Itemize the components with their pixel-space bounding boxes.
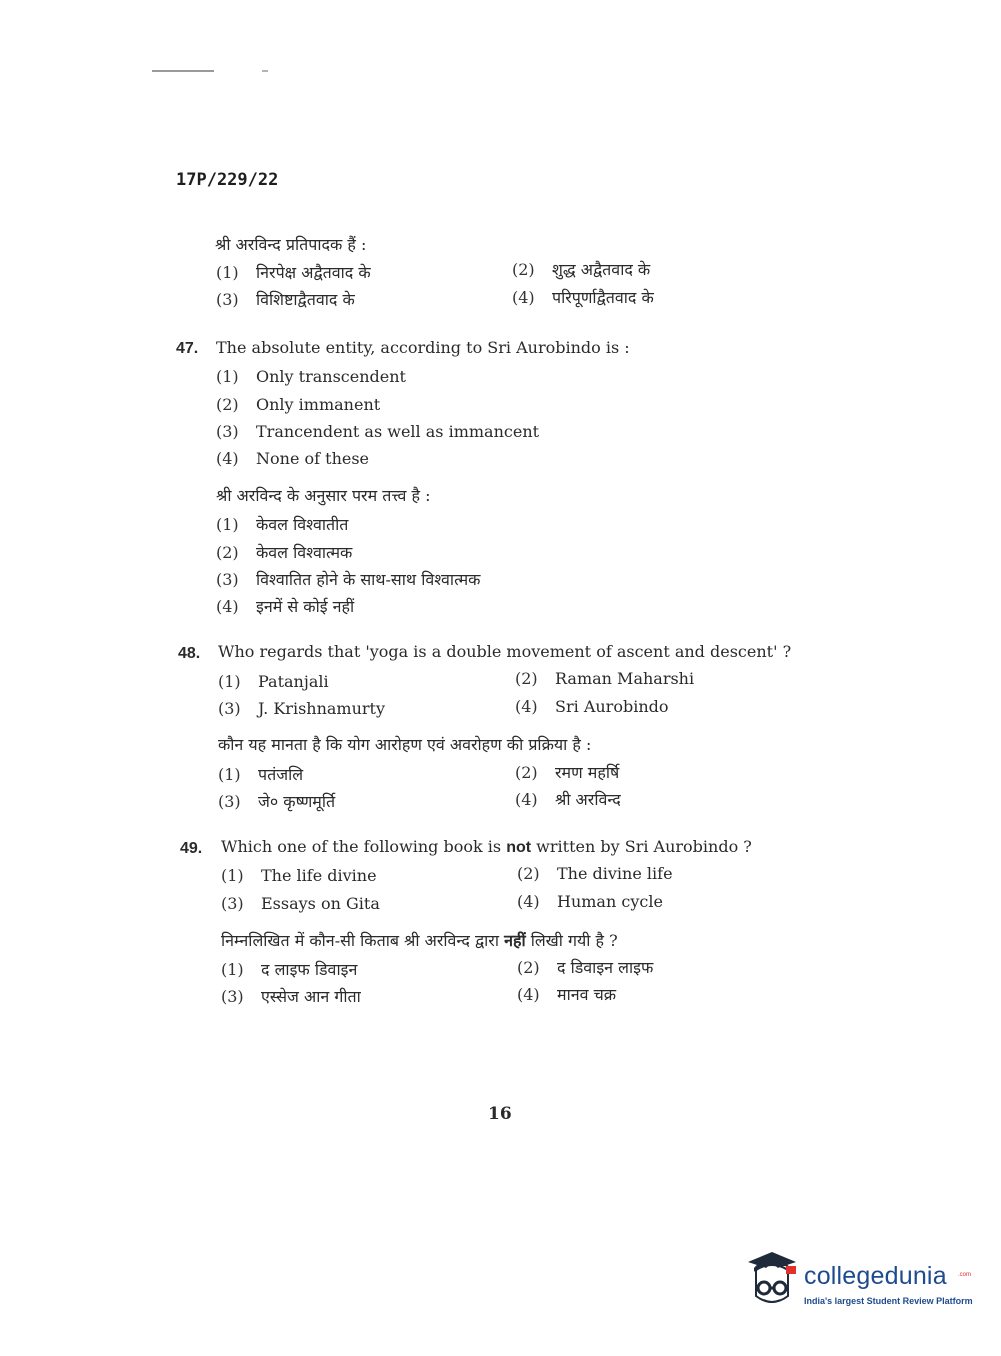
option-text: श्री अरविन्द: [555, 790, 621, 809]
q49-stem-part: Which one of the following book is: [221, 837, 507, 856]
option-text: इनमें से कोई नहीं: [256, 597, 355, 616]
option-text: The life divine: [261, 866, 377, 885]
option-text: Raman Maharshi: [555, 669, 695, 688]
q49-option-4: [517, 892, 663, 911]
option-number: (1): [216, 367, 239, 386]
brand-tagline: India's largest Student Review Platform: [804, 1296, 973, 1306]
option-number: (4): [512, 288, 535, 307]
q49-option-3: [221, 894, 380, 913]
q49-hindi-stem-part: निम्नलिखित में कौन-सी किताब श्री अरविन्द द्वारा: [221, 931, 505, 950]
mascot-icon: [742, 1248, 802, 1314]
q49-stem-emphasis: not: [506, 839, 532, 856]
q49-hindi-option-3: [221, 985, 361, 1007]
option-number: (1): [218, 765, 241, 784]
option-text: Only transcendent: [256, 367, 406, 386]
q47-stem: The absolute entity, according to Sri Aurobindo is :: [216, 338, 630, 357]
option-number: (4): [515, 790, 538, 809]
option-text: Sri Aurobindo: [555, 697, 669, 716]
q47-hindi-option-1: [216, 513, 348, 535]
q48-option-3: [218, 699, 385, 718]
option-text: J. Krishnamurty: [258, 699, 386, 718]
option-number: (4): [517, 985, 540, 1004]
q49-hindi-stem-emphasis: नहीं: [504, 931, 526, 950]
scan-mark: [262, 70, 268, 72]
option-text: केवल विश्वातीत: [256, 515, 349, 534]
q47-option-3: [216, 422, 539, 441]
scan-mark: [152, 70, 214, 72]
option-text: जे० कृष्णमूर्ति: [258, 792, 336, 811]
q49-hindi-option-2: [517, 956, 653, 978]
option-number: (4): [216, 449, 239, 468]
q49-number: 49.: [180, 840, 203, 857]
q48-stem: Who regards that 'yoga is a double movement of ascent and descent' ?: [218, 642, 792, 661]
option-text: द डिवाइन लाइफ: [557, 958, 654, 977]
option-text: Patanjali: [258, 672, 329, 691]
option-number: (2): [515, 763, 538, 782]
q49-stem: [221, 837, 752, 857]
q47-hindi-option-3: [216, 568, 480, 590]
option-text: Trancendent as well as immancent: [256, 422, 540, 441]
option-number: (2): [517, 958, 540, 977]
option-text: द लाइफ डिवाइन: [261, 960, 358, 979]
q47-hindi-option-2: [216, 541, 352, 563]
option-text: मानव चक्र: [557, 985, 617, 1004]
q47-hindi-option-4: [216, 595, 354, 617]
option-number: (2): [216, 395, 239, 414]
q48-hindi-option-4: [515, 788, 621, 810]
option-number: (1): [216, 263, 239, 282]
option-number: (1): [221, 866, 244, 885]
option-text: निरपेक्ष अद्वैतवाद के: [256, 263, 371, 282]
page-number: 16: [488, 1104, 512, 1124]
q47-option-1: [216, 367, 406, 386]
q48-number: 48.: [178, 645, 201, 662]
option-number: (4): [515, 697, 538, 716]
option-text: None of these: [256, 449, 370, 468]
option-text: रमण महर्षि: [555, 763, 620, 782]
q49-stem-part: written by Sri Aurobindo ?: [531, 837, 752, 856]
option-text: केवल विश्वात्मक: [256, 543, 353, 562]
option-text: परिपूर्णाद्वैतवाद के: [552, 288, 654, 307]
q49-option-1: [221, 866, 377, 885]
option-number: (2): [216, 543, 239, 562]
option-number: (3): [221, 987, 244, 1006]
q49-hindi-option-4: [517, 983, 616, 1005]
option-text: विश्वातित होने के साथ-साथ विश्वात्मक: [256, 570, 481, 589]
q46-hindi-stem: श्री अरविन्द प्रतिपादक हैं :: [215, 235, 367, 254]
option-number: (3): [216, 290, 239, 309]
q46-hindi-option-1: [216, 261, 371, 283]
option-text: एस्सेज आन गीता: [261, 987, 361, 1006]
option-number: (3): [221, 894, 244, 913]
option-number: (4): [216, 597, 239, 616]
option-text: Essays on Gita: [261, 894, 380, 913]
q47-number: 47.: [176, 340, 199, 357]
brand-tld: .com: [958, 1272, 972, 1278]
option-number: (3): [216, 570, 239, 589]
q49-hindi-stem: [221, 929, 618, 951]
option-text: शुद्ध अद्वैतवाद के: [552, 260, 651, 279]
option-text: The divine life: [557, 864, 673, 883]
option-number: (1): [221, 960, 244, 979]
option-text: Only immanent: [256, 395, 381, 414]
q46-hindi-option-2: [512, 258, 650, 280]
option-number: (3): [218, 699, 241, 718]
q48-hindi-stem: कौन यह मानता है कि योग आरोहण एवं अवरोहण की प्रक्रिया है :: [218, 735, 592, 754]
q46-hindi-option-3: [216, 288, 355, 310]
option-number: (2): [515, 669, 538, 688]
q47-hindi-stem: श्री अरविन्द के अनुसार परम तत्त्व है :: [216, 486, 431, 505]
option-number: (3): [218, 792, 241, 811]
q47-option-2: [216, 395, 380, 414]
option-text: पतंजलि: [258, 765, 304, 784]
q49-hindi-stem-part: लिखी गयी है ?: [525, 931, 618, 950]
q47-option-4: [216, 449, 369, 468]
option-number: (1): [218, 672, 241, 691]
option-number: (4): [517, 892, 540, 911]
q46-hindi-option-4: [512, 286, 654, 308]
q48-hindi-option-1: [218, 763, 303, 785]
brand-logo[interactable]: [742, 1248, 972, 1316]
option-number: (2): [517, 864, 540, 883]
option-number: (1): [216, 515, 239, 534]
q49-option-2: [517, 864, 673, 883]
q48-hindi-option-2: [515, 761, 619, 783]
q48-option-4: [515, 697, 669, 716]
option-text: विशिष्टाद्वैतवाद के: [256, 290, 355, 309]
q48-option-1: [218, 672, 329, 691]
paper-code: 17P/229/22: [176, 170, 279, 190]
option-number: (2): [512, 260, 535, 279]
q48-hindi-option-3: [218, 790, 335, 812]
option-number: (3): [216, 422, 239, 441]
brand-name: collegedunia: [804, 1262, 947, 1290]
option-text: Human cycle: [557, 892, 663, 911]
q48-option-2: [515, 669, 694, 688]
q49-hindi-option-1: [221, 958, 357, 980]
